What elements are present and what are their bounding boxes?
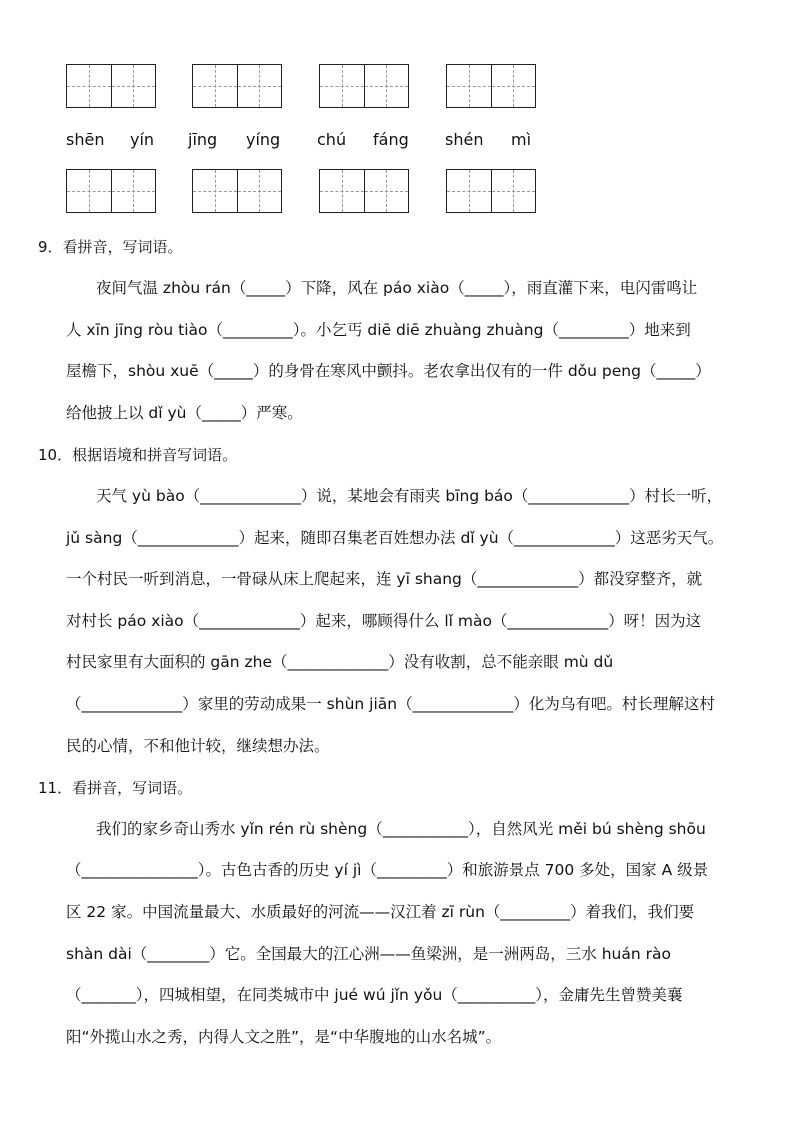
writing-grid-box[interactable] xyxy=(66,169,156,213)
question-11-line: （_______），四城相望，在同类城市中 jué wú jǐn yǒu（__________），金庸先生曾赞美襄 xyxy=(66,986,683,1004)
pinyin-syllable: jīng xyxy=(188,130,218,149)
pinyin-syllable: mì xyxy=(511,130,532,149)
question-10-line: （_____________）家里的劳动成果一 shùn jiān（_____________）化为乌有吧。村长理解这村 xyxy=(66,695,715,713)
writing-grid-row-2 xyxy=(66,169,546,215)
question-11-line: shàn dài（________）它。全国最大的江心洲——鱼梁洲，是一洲两岛，三水 huán rào xyxy=(66,945,671,963)
writing-grid-row-1 xyxy=(66,64,546,110)
question-9-line: 人 xīn jīng ròu tiào（_________）。小乞丐 diē diē zhuàng zhuàng（_________）地来到 xyxy=(66,321,691,339)
writing-grid-box[interactable] xyxy=(319,169,409,213)
question-10-line: jǔ sàng（_____________）起来，随即召集老百姓想办法 dǐ yù（_____________）这恶劣天气。 xyxy=(66,529,724,547)
pinyin-syllable: yíng xyxy=(246,130,281,149)
question-10-line: 村民家里有大面积的 gān zhe（_____________）没有收割，总不能亲眼 mù dǔ xyxy=(66,653,614,671)
pinyin-syllable: fáng xyxy=(373,130,409,149)
writing-grid-box[interactable] xyxy=(192,169,282,213)
question-9-line: 夜间气温 zhòu rán（_____）下降，风在 páo xiào（_____），雨直灌下来，电闪雷鸣让 xyxy=(96,279,698,297)
question-11-line: 区 22 家。中国流量最大、水质最好的河流——汉江着 zī rùn（_________）着我们，我们要 xyxy=(66,903,695,921)
question-10-title: 10．根据语境和拼音写词语。 xyxy=(38,446,238,464)
writing-grid-box[interactable] xyxy=(446,169,536,213)
writing-grid-box[interactable] xyxy=(319,64,409,108)
pinyin-syllable: yín xyxy=(130,130,155,149)
question-9-line: 给他披上以 dǐ yù（_____）严寒。 xyxy=(66,404,303,422)
question-11-line: 我们的家乡奇山秀水 yǐn rén rù shèng（___________），自然风光 měi bú shèng shōu xyxy=(96,820,706,838)
question-10-line: 民的心情，不和他计较，继续想办法。 xyxy=(66,737,330,755)
pinyin-syllable: shén xyxy=(445,130,484,149)
writing-grid-box[interactable] xyxy=(446,64,536,108)
pinyin-syllable: chú xyxy=(317,130,347,149)
question-9-line: 屋檐下，shòu xuē（_____）的身骨在寒风中颤抖。老农拿出仅有的一件 dǒu peng（_____） xyxy=(66,362,711,380)
question-11-line: 阳“外揽山水之秀，内得人文之胜”，是“中华腹地的山水名城”。 xyxy=(66,1028,502,1046)
question-10-line: 对村长 páo xiào（_____________）起来，哪顾得什么 lǐ mào（_____________）呀！因为这 xyxy=(66,612,702,630)
question-11-line: （_______________）。古色古香的历史 yí jì（_________）和旅游景点 700 多处，国家 A 级景 xyxy=(66,861,709,879)
question-11-title: 11．看拼音，写词语。 xyxy=(38,779,193,797)
question-9-title: 9．看拼音，写词语。 xyxy=(38,238,183,256)
writing-grid-box[interactable] xyxy=(66,64,156,108)
question-10-line: 一个村民一听到消息，一骨碌从床上爬起来，连 yī shang（_____________）都没穿整齐，就 xyxy=(66,570,703,588)
writing-grid-box[interactable] xyxy=(192,64,282,108)
pinyin-row xyxy=(66,130,546,154)
question-10-line: 天气 yù bào（_____________）说，某地会有雨夹 bīng báo（_____________）村长一听， xyxy=(96,487,723,505)
pinyin-syllable: shēn xyxy=(66,130,105,149)
